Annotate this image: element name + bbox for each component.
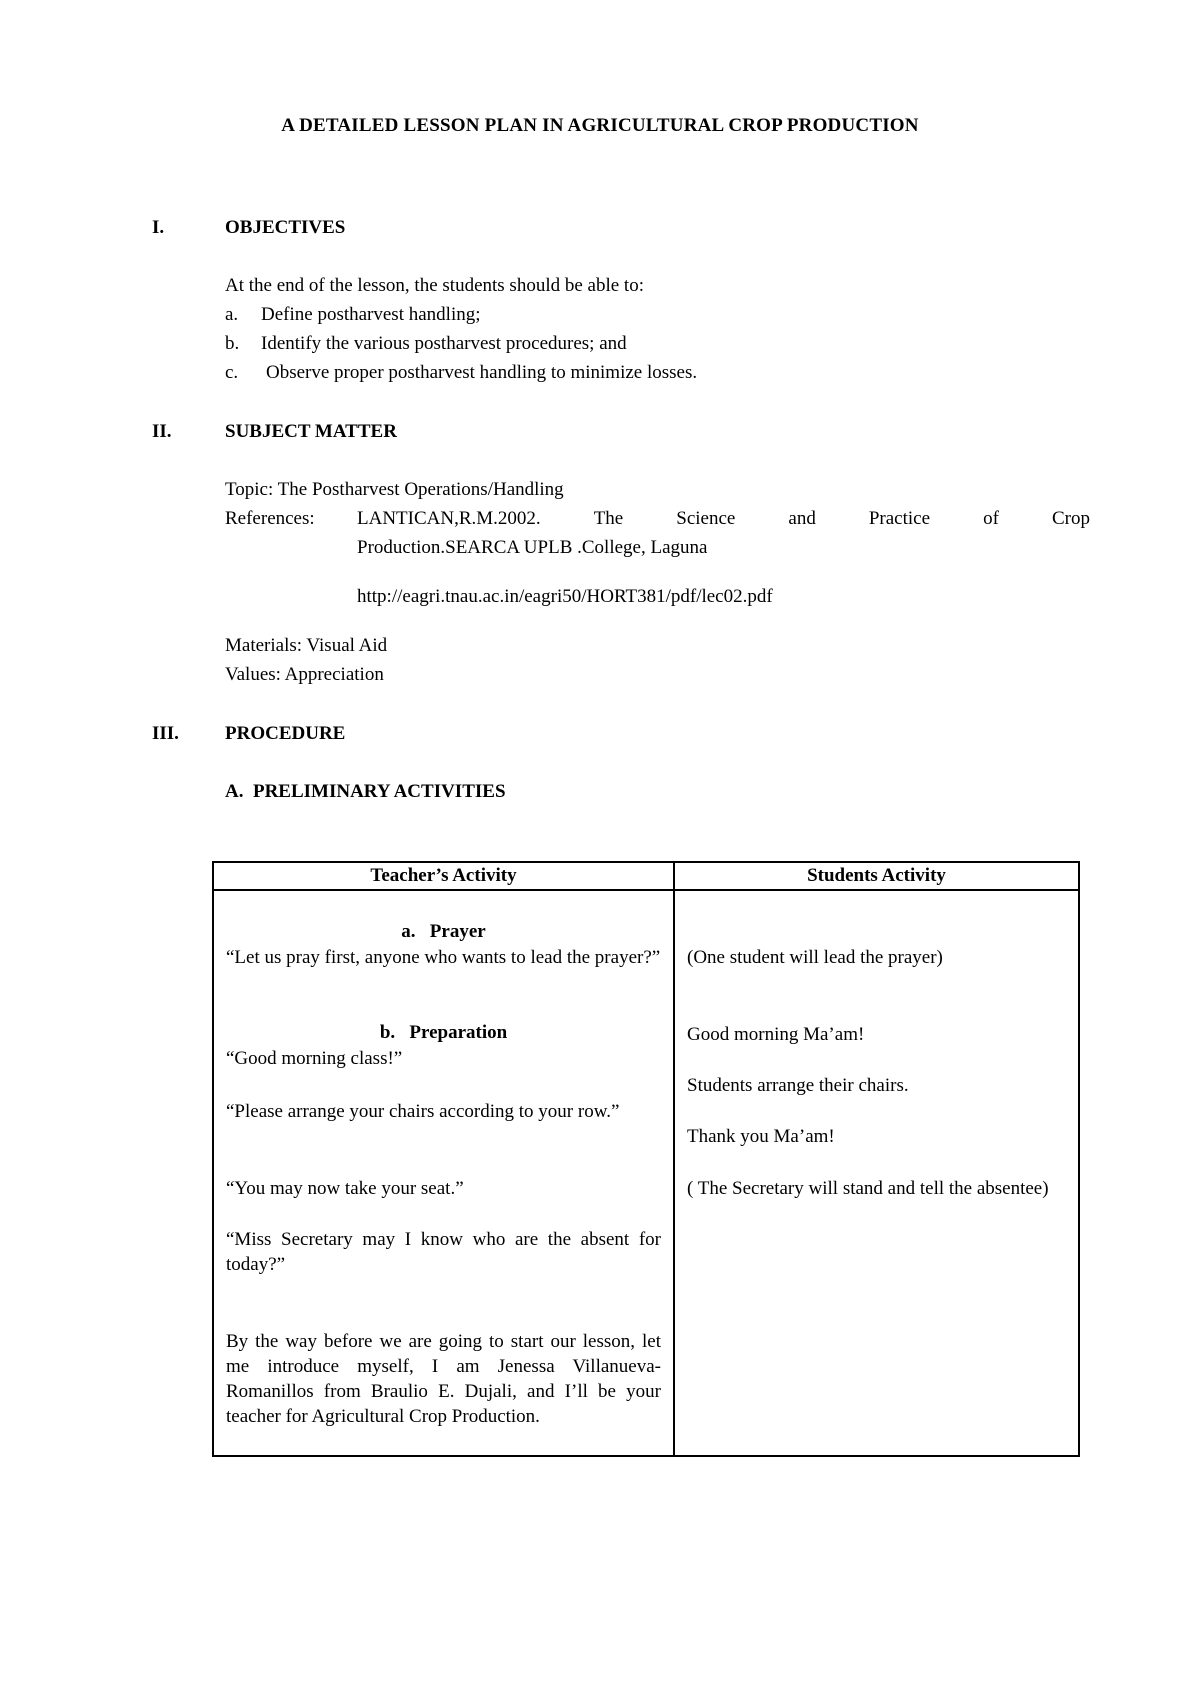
teacher-arrange-chairs: “Please arrange your chairs according to your row.”	[226, 1101, 620, 1122]
objective-letter-a: a.	[225, 304, 239, 325]
document-title: A DETAILED LESSON PLAN IN AGRICULTURAL CROP PRODUCTION	[281, 115, 919, 136]
header-teacher-activity: Teacher’s Activity	[213, 862, 674, 890]
preparation-title: b. Preparation	[379, 1022, 508, 1043]
teacher-take-seat: “You may now take your seat.”	[226, 1178, 464, 1199]
objective-text-b: Identify the various postharvest procedures; and	[261, 333, 627, 354]
values-line: Values: Appreciation	[225, 664, 384, 685]
student-arrange: Students arrange their chairs.	[687, 1075, 909, 1096]
ref-word: and	[788, 508, 816, 529]
section-numeral-objectives: I.	[152, 217, 165, 238]
topic-line: Topic: The Postharvest Operations/Handling	[225, 479, 564, 500]
student-prayer: (One student will lead the prayer)	[687, 947, 943, 968]
objectives-intro: At the end of the lesson, the students should be able to:	[225, 275, 644, 296]
section-heading-objectives: OBJECTIVES	[225, 217, 346, 238]
teacher-prayer-text: “Let us pray first, anyone who wants to lead the prayer?”	[226, 947, 661, 968]
ref-word: Crop	[1051, 508, 1090, 529]
subheading-preliminary: A. PRELIMINARY ACTIVITIES	[225, 781, 506, 802]
students-activity-cell	[674, 890, 1079, 1456]
references-url: http://eagri.tnau.ac.in/eagri50/HORT381/pdf/lec02.pdf	[357, 586, 773, 607]
header-students-activity: Students Activity	[674, 862, 1079, 890]
references-label: References:	[225, 508, 315, 529]
teacher-activity-cell	[213, 890, 674, 1456]
ref-word: Science	[676, 508, 736, 529]
ref-word: Practice	[868, 508, 931, 529]
ref-word: The	[593, 508, 624, 529]
ref-word: of	[983, 508, 999, 529]
teacher-introduction: By the way before we are going to start our lesson, let me introduce myself, I am Jenessa Villanueva- Romanillos from Braulio E. Dujali, and I’ll be your teacher for Agricultural Crop Production.	[226, 1331, 661, 1427]
activities-table	[212, 861, 1080, 1457]
references-line-2: Production.SEARCA UPLB .College, Laguna	[357, 537, 708, 558]
student-secretary: ( The Secretary will stand and tell the absentee)	[687, 1178, 1049, 1199]
objective-letter-b: b.	[225, 333, 240, 354]
objective-text-c: Observe proper postharvest handling to minimize losses.	[266, 362, 698, 383]
references-line-1	[357, 508, 1090, 530]
ref-word: LANTICAN,R.M.2002.	[357, 508, 541, 529]
section-heading-subject: SUBJECT MATTER	[225, 421, 397, 442]
objective-text-a: Define postharvest handling;	[261, 304, 481, 325]
table-header-row	[213, 862, 1079, 890]
teacher-absent-question: “Miss Secretary may I know who are the absent for today?”	[226, 1229, 661, 1275]
table-body-row	[213, 890, 1079, 1456]
materials-line: Materials: Visual Aid	[225, 635, 388, 656]
student-thanks: Thank you Ma’am!	[687, 1126, 835, 1147]
teacher-greeting: “Good morning class!”	[226, 1048, 403, 1069]
section-heading-procedure: PROCEDURE	[225, 723, 346, 744]
prayer-title: a. Prayer	[401, 921, 486, 942]
objective-letter-c: c.	[225, 362, 239, 383]
student-greeting: Good morning Ma’am!	[687, 1024, 865, 1045]
section-numeral-procedure: III.	[152, 723, 179, 744]
section-numeral-subject: II.	[152, 421, 172, 442]
